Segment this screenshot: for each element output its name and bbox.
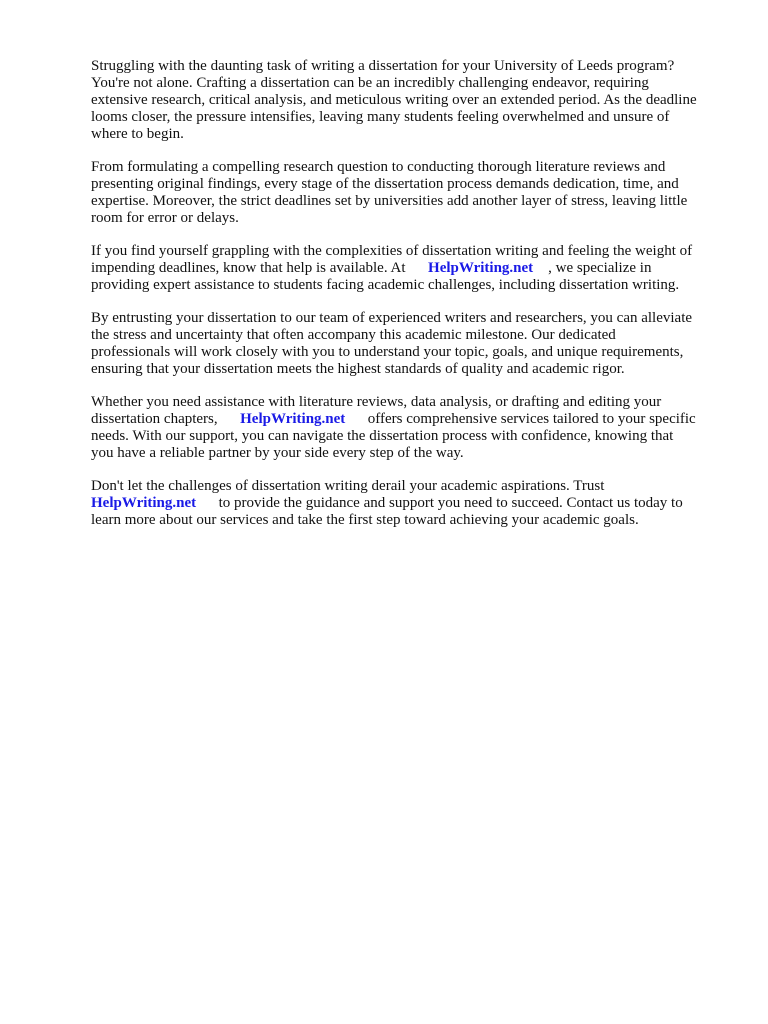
text-segment: impending deadlines, know that help is available. At	[91, 260, 429, 276]
text-line: you have a reliable partner by your side every step of the way.	[91, 445, 464, 461]
paragraph-intro	[91, 58, 715, 143]
text-line: If you find yourself grappling with the complexities of dissertation writing and feeling the weight of	[91, 243, 693, 259]
text-line: needs. With our support, you can navigate the dissertation process with confidence, knowing that	[91, 428, 674, 444]
text-line: Don't let the challenges of dissertation writing derail your academic aspirations. Trust	[91, 478, 605, 494]
text-line	[91, 260, 715, 277]
helpwriting-link[interactable]: HelpWriting.net	[428, 260, 534, 276]
text-line: From formulating a compelling research question to conducting thorough literature reviews and	[91, 159, 666, 175]
text-line: looms closer, the pressure intensifies, leaving many students feeling overwhelmed and unsure of	[91, 109, 670, 125]
text-line: presenting original findings, every stage of the dissertation process demands dedication, time, and	[91, 176, 679, 192]
text-line: room for error or delays.	[91, 210, 239, 226]
helpwriting-link[interactable]: HelpWriting.net	[91, 495, 197, 511]
text-line: expertise. Moreover, the strict deadlines set by universities add another layer of stress, leaving little	[91, 193, 688, 209]
text-line: learn more about our services and take the first step toward achieving your academic goals.	[91, 512, 639, 528]
text-line: Whether you need assistance with literature reviews, data analysis, or drafting and editing your	[91, 394, 662, 410]
paragraph-cta	[91, 478, 715, 529]
paragraph-team	[91, 310, 715, 378]
text-segment: dissertation chapters,	[91, 411, 241, 427]
helpwriting-link[interactable]: HelpWriting.net	[240, 411, 346, 427]
text-line: ensuring that your dissertation meets the highest standards of quality and academic rigor.	[91, 361, 625, 377]
text-line: professionals will work closely with you to understand your topic, goals, and unique requirements,	[91, 344, 684, 360]
text-segment: offers comprehensive services tailored to your specific	[345, 411, 696, 427]
text-line: By entrusting your dissertation to our team of experienced writers and researchers, you can alleviate	[91, 310, 693, 326]
paragraph-help	[91, 243, 715, 294]
text-line: You're not alone. Crafting a dissertation can be an incredibly challenging endeavor, requiring	[91, 75, 649, 91]
text-line: the stress and uncertainty that often accompany this academic milestone. Our dedicated	[91, 327, 616, 343]
text-line	[91, 495, 715, 512]
paragraph-services	[91, 394, 715, 462]
text-segment: to provide the guidance and support you need to succeed. Contact us today to	[196, 495, 683, 511]
text-line	[91, 411, 715, 428]
text-line: Struggling with the daunting task of writing a dissertation for your University of Leeds program?	[91, 58, 675, 74]
text-line: where to begin.	[91, 126, 184, 142]
text-line: providing expert assistance to students facing academic challenges, including dissertation writing.	[91, 277, 680, 293]
text-segment: , we specialize in	[533, 260, 652, 276]
paragraph-process	[91, 159, 715, 227]
document-body	[91, 58, 715, 545]
text-line: extensive research, critical analysis, and meticulous writing over an extended period. As the deadline	[91, 92, 697, 108]
